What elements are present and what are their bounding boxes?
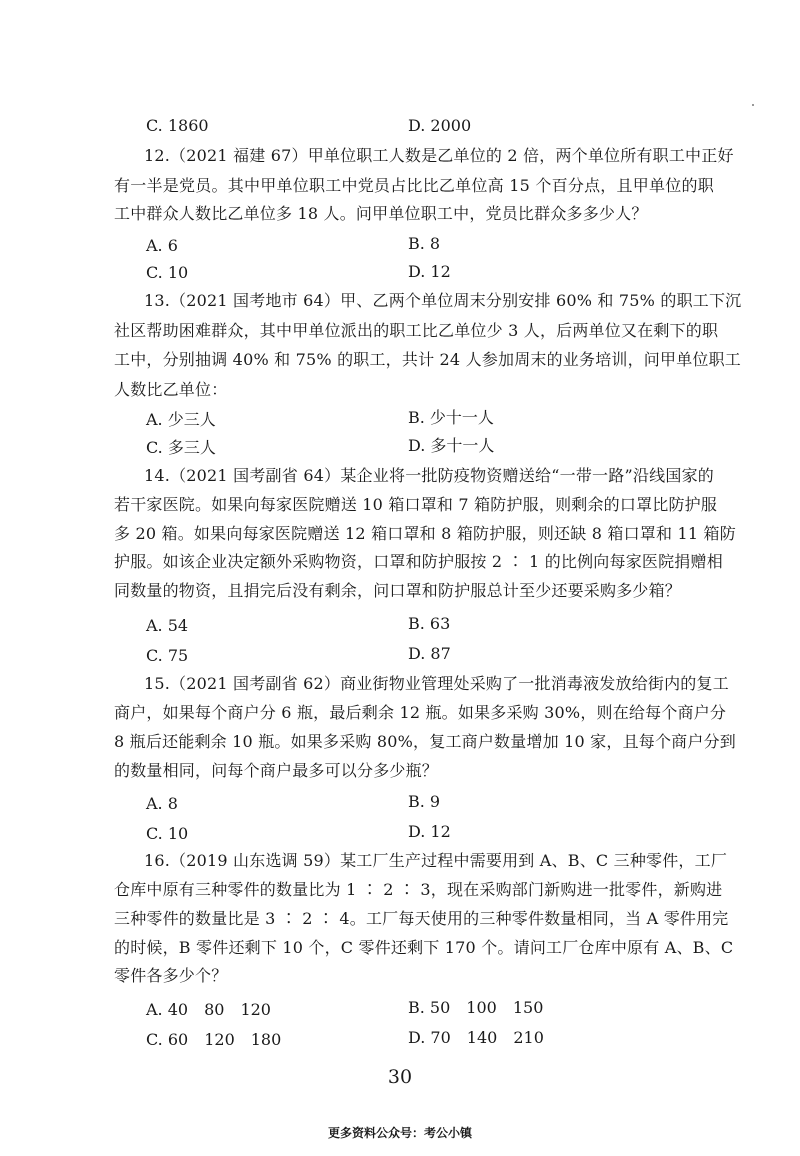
question-13-option-b: B. 少十一人 (408, 408, 494, 427)
option-c-prev: C. 1860 (146, 116, 209, 135)
question-15-option-b: B. 9 (408, 792, 441, 811)
question-16-line-1: 16.（2019 山东选调 59）某工厂生产过程中需要用到 A、B、C 三种零件，工厂 (144, 851, 728, 870)
question-12-line-2: 有一半是党员。其中甲单位职工中党员占比比乙单位高 15 个百分点，且甲单位的职 (114, 176, 714, 195)
question-14-option-b: B. 63 (408, 614, 451, 633)
question-12-option-a: A. 6 (146, 236, 178, 255)
question-16-line-3: 三种零件的数量比是 3 ∶ 2 ∶ 4。工厂每天使用的三种零件数量相同，当 A 零件用完 (114, 909, 729, 928)
question-14-line-4: 护服。如该企业决定额外采购物资，口罩和防护服按 2 ∶ 1 的比例向每家医院捐赠相 (114, 552, 723, 571)
question-15-line-4: 的数量相同，问每个商户最多可以分多少瓶？ (114, 761, 439, 780)
question-15-option-a: A. 8 (146, 794, 178, 813)
question-13-line-2: 社区帮助困难群众，其中甲单位派出的职工比乙单位少 3 人，后两单位又在剩下的职 (114, 321, 719, 340)
question-12-option-b: B. 8 (408, 234, 441, 253)
question-14-line-5: 同数量的物资，且捐完后没有剩余，问口罩和防护服总计至少还要采购多少箱？ (114, 581, 682, 600)
question-13-line-3: 工中，分别抽调 40% 和 75% 的职工，共计 24 人参加周末的业务培训，问甲单位职工 (114, 350, 742, 369)
option-d-prev: D. 2000 (408, 116, 472, 135)
question-16-line-2: 仓库中原有三种零件的数量比为 1 ∶ 2 ∶ 3，现在采购部门新购进一批零件，新购进 (114, 880, 723, 899)
question-16-option-b: B. 50 100 150 (408, 998, 544, 1017)
scan-speck (752, 104, 754, 106)
question-15-line-1: 15.（2021 国考副省 62）商业街物业管理处采购了一批消毒液发放给街内的复工 (144, 674, 729, 693)
question-13-line-4: 人数比乙单位： (114, 380, 228, 399)
question-14-line-3: 多 20 箱。如果向每家医院赠送 12 箱口罩和 8 箱防护服，则还缺 8 箱口罩和 11 箱防 (114, 524, 736, 543)
question-16-option-c: C. 60 120 180 (146, 1030, 282, 1049)
question-16-option-d: D. 70 140 210 (408, 1028, 544, 1047)
question-15-option-c: C. 10 (146, 824, 189, 843)
question-15-line-2: 商户，如果每个商户分 6 瓶，最后剩余 12 瓶。如果多采购 30%，则在给每个商户分 (114, 703, 727, 722)
footer-note: 更多资料公众号：考公小镇 (327, 1126, 472, 1140)
question-13-option-a: A. 少三人 (146, 410, 216, 429)
question-12-line-3: 工中群众人数比乙单位多 18 人。问甲单位职工中，党员比群众多多少人？ (114, 204, 648, 223)
question-16-line-4: 的时候，B 零件还剩下 10 个，C 零件还剩下 170 个。请问工厂仓库中原有 A、B、C (114, 938, 734, 957)
page-number: 30 (387, 1066, 413, 1088)
question-13-option-c: C. 多三人 (146, 438, 216, 457)
question-14-line-2: 若干家医院。如果向每家医院赠送 10 箱口罩和 7 箱防护服，则剩余的口罩比防护服 (114, 495, 718, 514)
question-16-option-a: A. 40 80 120 (146, 1000, 271, 1019)
question-12-option-d: D. 12 (408, 262, 451, 281)
question-16-line-5: 零件各多少个？ (114, 966, 228, 985)
question-13-option-d: D. 多十一人 (408, 436, 495, 455)
question-15-option-d: D. 12 (408, 822, 451, 841)
question-12-line-1: 12.（2021 福建 67）甲单位职工人数是乙单位的 2 倍，两个单位所有职工中正好 (144, 146, 734, 165)
question-14-option-a: A. 54 (146, 616, 189, 635)
question-14-option-c: C. 75 (146, 646, 189, 665)
question-14-line-1: 14.（2021 国考副省 64）某企业将一批防疫物资赠送给“一带一路”沿线国家的 (144, 466, 714, 485)
question-13-line-1: 13.（2021 国考地市 64）甲、乙两个单位周末分别安排 60% 和 75% 的职工下沉 (144, 291, 742, 310)
question-14-option-d: D. 87 (408, 644, 451, 663)
question-12-option-c: C. 10 (146, 263, 189, 282)
question-15-line-3: 8 瓶后还能剩余 10 瓶。如果多采购 80%，复工商户数量增加 10 家，且每个商户分到 (114, 732, 736, 751)
